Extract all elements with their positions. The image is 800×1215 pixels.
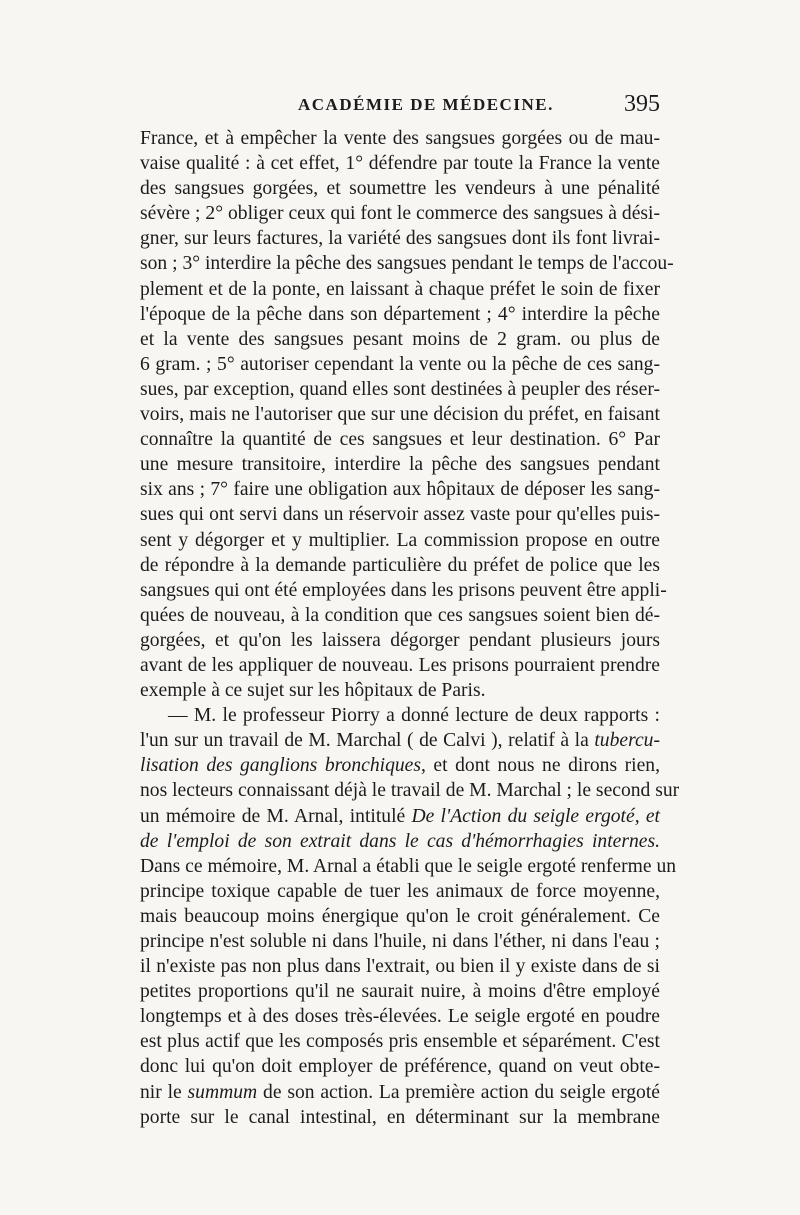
text-line: principe n'est soluble ni dans l'huile, ni dans l'éther, ni dans l'eau ; — [140, 931, 660, 952]
text-line: sévère ; 2° obliger ceux qui font le commerce des sangsues à dési- — [140, 203, 660, 225]
text-line: avant de les appliquer de nouveau. Les prisons pourraient prendre — [140, 654, 660, 676]
text-line: voirs, mais ne l'autoriser que sur une décision du préfet, en faisant — [140, 404, 660, 426]
text-line: sues qui ont servi dans un réservoir assez vaste pour qu'elles puis- — [140, 504, 660, 526]
italic-run: tubercu- — [594, 730, 660, 752]
text-line: 6 gram. ; 5° autoriser cependant la vente ou la pêche de ces sang- — [140, 353, 660, 375]
text-line: est plus actif que les composés pris ensemble et séparément. C'est — [140, 1031, 660, 1053]
text-line: nos lecteurs connaissant déjà le travail de M. Marchal ; le second sur — [140, 780, 680, 802]
text-line: sues, par exception, quand elles sont destinées à peupler des réser- — [140, 378, 660, 400]
text-line: exemple à ce sujet sur les hôpitaux de Paris. — [140, 680, 486, 702]
text-line — [140, 1080, 660, 1105]
italic-run: De l'Action du seigle ergoté, et — [411, 805, 660, 827]
text-line: gner, sur leurs factures, la variété des sangsues dont ils font livrai- — [140, 228, 660, 250]
page-number: 395 — [624, 91, 660, 117]
italic-run: de l'emploi de son extrait dans le cas d'hémorrhagies internes. — [140, 830, 660, 852]
text-line: gorgées, et qu'on les laissera dégorger pendant plusieurs jours — [140, 629, 660, 651]
text-line — [140, 753, 660, 778]
text-line: six ans ; 7° faire une obligation aux hôpitaux de déposer les sang- — [140, 479, 660, 501]
text-line: connaître la quantité de ces sangsues et leur destination. 6° Par — [140, 429, 660, 451]
text-line: plement et de la ponte, en laissant à chaque préfet le soin de fixer — [140, 278, 660, 300]
text-line: quées de nouveau, à la condition que ces sangsues soient bien dé- — [140, 604, 660, 626]
italic-run: lisation des ganglions bronchiques — [140, 755, 421, 777]
text-run: l'un sur un travail de M. Marchal ( de Calvi ), relatif à la — [140, 730, 589, 752]
text-run: de son action. La première action du seigle ergoté — [263, 1081, 660, 1103]
text-line: et la vente des sangsues pesant moins de 2 gram. ou plus de — [140, 328, 660, 350]
text-line: France, et à empêcher la vente des sangsues gorgées ou de mau- — [140, 128, 660, 149]
text-line: son ; 3° interdire la pêche des sangsues pendant le temps de l'accou- — [140, 253, 674, 275]
running-title: ACADÉMIE DE MÉDECINE. — [298, 95, 554, 114]
text-run: un mémoire de M. Arnal, intitulé — [140, 805, 406, 827]
text-line — [140, 728, 660, 753]
body-text — [140, 126, 680, 1130]
text-line: sent y dégorger et y multiplier. La commission propose en outre — [140, 529, 660, 551]
text-line: Dans ce mémoire, M. Arnal a établi que le seigle ergoté renferme un — [140, 855, 677, 877]
text-line — [140, 804, 660, 829]
text-line — [140, 829, 660, 854]
text-line: de répondre à la demande particulière du préfet de police que les — [140, 554, 660, 576]
text-line: donc lui qu'on doit employer de préférence, quand on veut obte- — [140, 1056, 660, 1078]
text-run: nir le — [140, 1081, 182, 1103]
text-line: sangsues qui ont été employées dans les prisons peuvent être appli- — [140, 579, 667, 601]
text-line: une mesure transitoire, interdire la pêche des sangsues pendant — [140, 454, 660, 476]
text-run: , et dont nous ne dirons rien, — [420, 755, 660, 777]
text-line: petites proportions qu'il ne saurait nuire, à moins d'être employé — [140, 981, 660, 1003]
text-line: des sangsues gorgées, et soumettre les vendeurs à une pénalité — [140, 178, 660, 200]
page-header — [140, 93, 660, 123]
italic-run: summum — [187, 1081, 258, 1103]
text-line: l'époque de la pêche dans son département ; 4° interdire la pêche — [140, 303, 660, 325]
text-line: porte sur le canal intestinal, en déterminant sur la membrane — [140, 1106, 660, 1128]
text-line: — M. le professeur Piorry a donné lecture de deux rapports : — [168, 705, 660, 727]
text-line: principe toxique capable de tuer les animaux de force moyenne, — [140, 880, 660, 902]
text-line: longtemps et à des doses très-élevées. Le seigle ergoté en poudre — [140, 1006, 660, 1028]
text-line: vaise qualité : à cet effet, 1° défendre par toute la France la vente — [140, 153, 660, 175]
text-line: il n'existe pas non plus dans l'extrait, ou bien il y existe dans de si — [140, 956, 660, 978]
text-line: mais beaucoup moins énergique qu'on le croit généralement. Ce — [140, 905, 660, 927]
